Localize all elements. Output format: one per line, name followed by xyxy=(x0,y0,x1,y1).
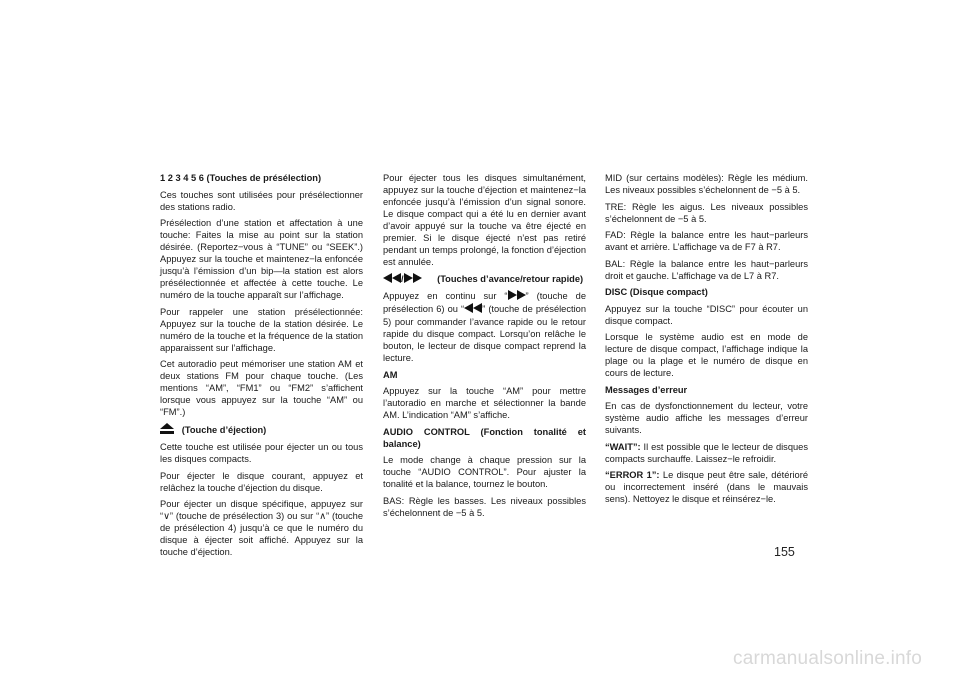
text: FAD: Règle la balance entre les haut−parleurs avant et arrière. L’affichage va de F7 à R7. xyxy=(605,230,811,252)
text: Cette touche est utilisée pour éjecter un ou tous les disques compacts. xyxy=(160,442,366,464)
paragraph xyxy=(605,229,811,253)
section-heading xyxy=(383,369,586,381)
text: Le disque peut être sale, détérioré ou incorrectement inséré (dans le mauvais sens). Nettoyez le disque et réinsérez−le. xyxy=(605,470,811,504)
fast-forward-icon xyxy=(508,290,526,303)
text: Le mode change à chaque pression sur la touche “AUDIO CONTROL”. Pour ajuster la tonalité et la balance, tournez le bouton. xyxy=(383,455,589,489)
text: Présélection d’une station et affectation à une touche: Faites la mise au point sur la station désirée. (Reportez−vous à “TUNE” ou “SEEK”.) Appuyez sur la touche et maintenez−la enfoncée jusqu’à l’émission d’un bip—la station est alors présélectionnée et affectée à cette touche. Le numéro de la touche apparaît sur l’affichage. xyxy=(160,218,366,300)
section-heading xyxy=(383,273,586,286)
paragraph xyxy=(160,358,366,418)
text: Ces touches sont utilisées pour présélectionner des stations radio. xyxy=(160,189,366,212)
paragraph xyxy=(160,189,366,213)
paragraph xyxy=(605,400,811,436)
watermark: carmanualsonline.info xyxy=(733,648,923,669)
text: Il est possible que le lecteur de disques compacts surchauffe. Laissez−le refroidir. xyxy=(605,441,811,464)
rewind-icon xyxy=(464,303,482,316)
paragraph xyxy=(605,331,811,379)
paragraph xyxy=(605,172,811,196)
column-middle xyxy=(383,172,589,523)
paragraph xyxy=(160,441,366,465)
text: AUDIO CONTROL (Fonction tonalité et balance) xyxy=(383,426,589,449)
text: DISC (Disque compact) xyxy=(605,287,708,297)
text: Pour rappeler une station présélectionnée: Appuyez sur la touche de la station désirée. Le numéro de la touche et la fréquence de la station apparaissent sur l’affichage. xyxy=(160,306,366,353)
text: 1 2 3 4 5 6 (Touches de présélection) xyxy=(160,173,322,183)
paragraph xyxy=(383,454,589,490)
section-heading xyxy=(383,426,589,450)
paragraph xyxy=(383,385,589,421)
eject-icon xyxy=(160,423,174,437)
text: AM xyxy=(383,369,398,380)
text: En cas de dysfonctionnement du lecteur, votre système audio affiche les messages d’erreur suivants. xyxy=(605,401,811,435)
paragraph xyxy=(160,306,366,354)
paragraph xyxy=(605,469,811,505)
paragraph xyxy=(383,495,589,519)
text: ” (touche de présélection 5) pour commander l’avance rapide ou le retour rapide du disque compact. Lorsqu’on relâche le bouton, le lecteur de disque compact reprend la lecture. xyxy=(383,304,589,363)
text: Appuyez en continu sur “ xyxy=(383,291,508,301)
section-heading xyxy=(605,384,808,396)
text: Messages d’erreur xyxy=(605,384,688,395)
text: Appuyez sur la touche “DISC” pour écouter un disque compact. xyxy=(605,303,811,326)
paragraph xyxy=(605,258,811,282)
page-number: 155 xyxy=(774,545,795,559)
bold-label: “WAIT”: xyxy=(605,441,641,452)
text: BAL: Règle la balance entre les haut−parleurs droit et gauche. L’affichage va de L7 à R7. xyxy=(605,258,811,281)
fast-forward-icon xyxy=(404,273,422,286)
text: Pour éjecter tous les disques simultanément, appuyez sur la touche d’éjection et maintenez−la enfoncée jusqu’à l’émission d’un signal sonore. Le disque compact qui a été lu en dernier avant d’avoir appuyé sur la touche va être éjecté en premier. Si le disque éjecté n’est pas retiré pendant un temps prolongé, la fonction d’éjection est annulée. xyxy=(383,173,589,267)
paragraph xyxy=(383,290,589,364)
text: Appuyez sur la touche “AM” pour mettre l’autoradio en marche et sélectionner la bande AM. L’indication “AM” s’affiche. xyxy=(383,386,589,420)
section-heading xyxy=(160,423,363,437)
text: Lorsque le système audio est en mode de lecture de disque compact, l’affichage indique la plage ou la plage et le numéro de disque en cours de lecture. xyxy=(605,332,811,378)
paragraph xyxy=(160,498,366,558)
text: Cet autoradio peut mémoriser une station AM et deux stations FM pour chaque touche. (Les mentions “AM”, “FM1” ou “FM2” s’affichent lorsque vous appuyez sur la touche “AM” ou “FM”.) xyxy=(160,359,366,417)
text: BAS: Règle les basses. Les niveaux possibles s’échelonnent de −5 à 5. xyxy=(383,495,589,518)
text: Pour éjecter le disque courant, appuyez et relâchez la touche d’éjection du disque. xyxy=(160,470,366,493)
column-right xyxy=(605,172,811,510)
paragraph xyxy=(605,441,811,465)
text: MID (sur certains modèles): Règle les médium. Les niveaux possibles s’échelonnent de −5 à 5. xyxy=(605,173,811,195)
text: (Touches d’avance/retour rapide) xyxy=(421,273,584,284)
text: Pour éjecter un disque spécifique, appuyez sur “∨” (touche de présélection 3) ou sur “∧” (touche de présélection 4) jusqu’à ce que le numéro du disque à éjecter soit affiché. Appuyez sur la touche d’éjection. xyxy=(160,499,366,557)
text: (Touche d’éjection) xyxy=(174,424,267,435)
rewind-icon xyxy=(383,273,401,286)
text: ” (touche de présélection 6) ou “ xyxy=(383,291,589,314)
paragraph xyxy=(160,470,366,494)
text: TRE: Règle les aigus. Les niveaux possibles s’échelonnent de −5 à 5. xyxy=(605,201,811,224)
column-left xyxy=(160,172,366,563)
paragraph xyxy=(605,201,811,225)
text: / xyxy=(401,273,404,284)
section-heading xyxy=(605,286,808,298)
section-heading xyxy=(160,172,363,184)
paragraph xyxy=(383,172,589,268)
bold-label: “ERROR 1”: xyxy=(605,470,660,480)
paragraph xyxy=(160,217,366,301)
paragraph xyxy=(605,303,811,327)
